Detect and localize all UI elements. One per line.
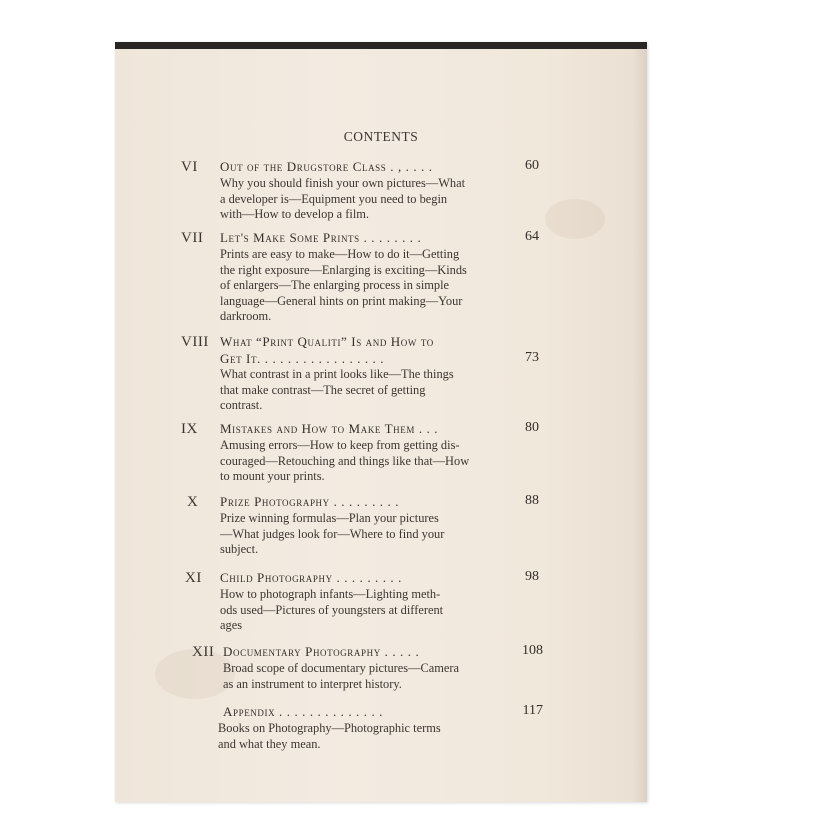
chapter-numeral: VI: [181, 159, 198, 175]
page-number: 64: [525, 229, 539, 244]
description-line: Books on Photography—Photographic terms: [218, 721, 441, 735]
appendix-description: [218, 721, 523, 752]
description-line: of enlargers—The enlarging process in simple: [220, 278, 450, 293]
toc-content: [115, 49, 647, 802]
chapter-title-continued: Get It. . . . . . . . . . . . . . . . .: [220, 351, 385, 366]
description-line: What contrast in a print looks like—The things: [220, 367, 454, 381]
chapter-title: Child Photography . . . . . . . . .: [220, 570, 402, 585]
description-line: ods used—Pictures of youngsters at different: [220, 602, 444, 617]
page-number: 98: [525, 569, 539, 584]
page-number: 60: [525, 158, 539, 173]
chapter-numeral: X: [187, 494, 199, 510]
chapter-description: [220, 247, 520, 325]
chapter-description: [220, 587, 520, 634]
description-line: Prints are easy to make—How to do it—Getting: [220, 247, 460, 261]
chapter-numeral: IX: [181, 421, 198, 437]
chapter-title: Prize Photography . . . . . . . . .: [220, 494, 400, 509]
description-line: —What judges look for—Where to find your: [220, 526, 445, 541]
description-line: couraged—Retouching and things like that—How: [220, 453, 470, 468]
description-line: darkroom.: [220, 309, 272, 324]
chapter-title: Documentary Photography . . . . .: [223, 644, 420, 659]
chapter-title: Mistakes and How to Make Them . . .: [220, 421, 439, 436]
description-line: language—General hints on print making—Your: [220, 293, 463, 308]
description-line: How to photograph infants—Lighting meth-: [220, 587, 441, 601]
description-line: to mount your prints.: [220, 469, 325, 484]
description-line: with—How to develop a film.: [220, 207, 370, 222]
description-line: Broad scope of documentary pictures—Camera: [223, 661, 460, 675]
description-line: ages: [220, 618, 243, 633]
page-number: 108: [522, 643, 543, 658]
chapter-title: Out of the Drugstore Class . , . . . .: [220, 159, 433, 174]
chapter-description: [223, 661, 523, 692]
appendix-title: Appendix . . . . . . . . . . . . . .: [223, 704, 383, 719]
chapter-description: [220, 511, 520, 558]
description-line: contrast.: [220, 398, 263, 413]
chapter-numeral: XII: [192, 644, 215, 660]
chapter-title: Let's Make Some Prints . . . . . . . .: [220, 230, 422, 245]
chapter-description: [220, 438, 520, 485]
description-line: subject.: [220, 542, 259, 557]
description-line: the right exposure—Enlarging is exciting—Kinds: [220, 262, 467, 277]
chapter-numeral: XI: [185, 570, 202, 586]
description-line: a developer is—Equipment you need to begin: [220, 191, 448, 206]
description-line: Why you should finish your own pictures—What: [220, 176, 466, 190]
page-number: 88: [525, 493, 539, 508]
chapter-numeral: VII: [181, 230, 204, 246]
book-page: [115, 42, 647, 802]
description-line: that make contrast—The secret of getting: [220, 382, 426, 397]
description-line: and what they mean.: [218, 736, 321, 751]
contents-heading: CONTENTS: [343, 129, 419, 144]
description-line: Prize winning formulas—Plan your pictures: [220, 511, 439, 525]
page-number: 73: [525, 350, 539, 365]
chapter-description: [220, 367, 520, 414]
description-line: Amusing errors—How to keep from getting dis-: [220, 438, 460, 452]
chapter-numeral: VIII: [181, 334, 209, 350]
chapter-title: What “Print Qualitı” Is and How to: [220, 334, 434, 349]
page-number: 80: [525, 420, 539, 435]
chapter-description: [220, 176, 520, 223]
description-line: as an instrument to interpret history.: [223, 676, 402, 691]
page-number: 117: [522, 703, 543, 718]
